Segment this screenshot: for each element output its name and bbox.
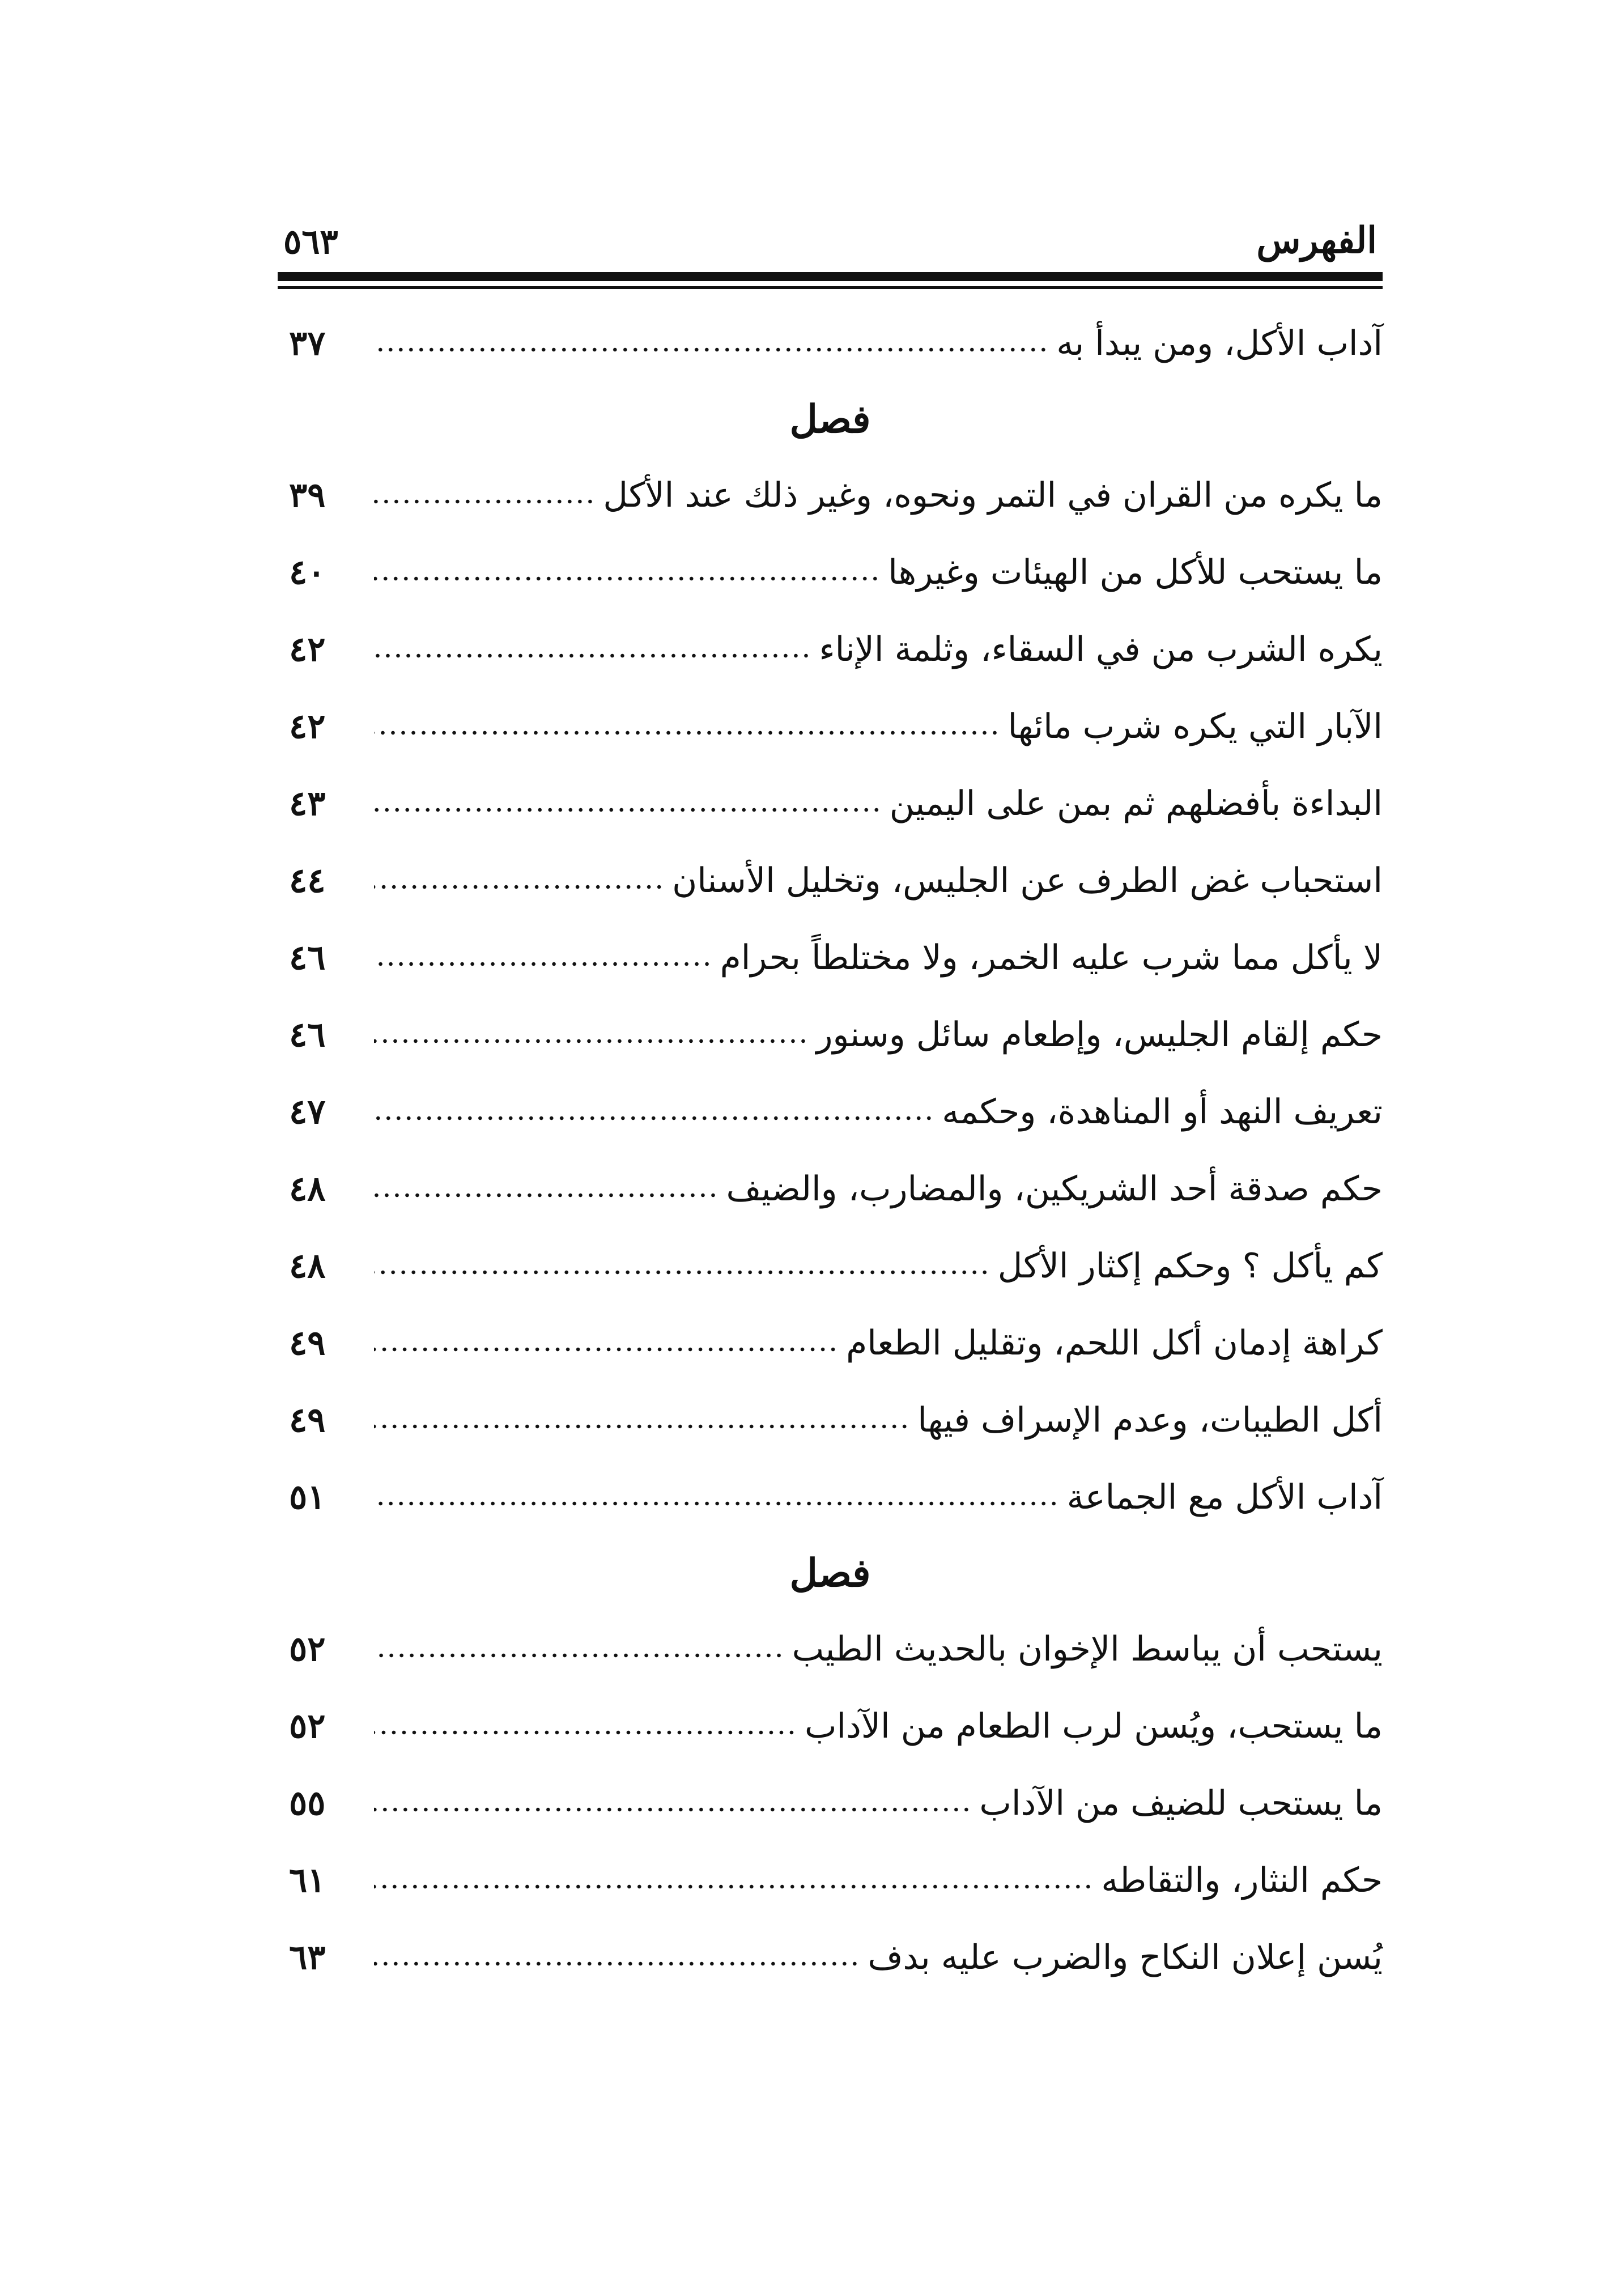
dot-leader <box>374 884 664 890</box>
toc-entry-label: آداب الأكل، ومن يبدأ به <box>1056 324 1383 363</box>
dot-leader <box>374 961 712 967</box>
toc-entry-page: ٣٧ <box>289 324 326 363</box>
toc-entry <box>278 1765 1383 1842</box>
dot-leader <box>374 1038 808 1044</box>
dot-leader <box>374 1884 1093 1889</box>
header-rule-thin <box>278 286 1383 289</box>
toc-entry <box>278 1073 1383 1150</box>
toc-entry <box>278 457 1383 534</box>
dot-leader <box>374 1653 784 1658</box>
toc-entry-page: ٦٣ <box>289 1938 326 1977</box>
dot-leader <box>374 1961 860 1967</box>
toc-entry-label: يستحب أن يباسط الإخوان بالحديث الطيب <box>792 1629 1383 1669</box>
toc-entry <box>278 765 1383 842</box>
header-title: الفهرس <box>1256 219 1377 262</box>
toc-entry-label: ما يستحب للضيف من الآداب <box>979 1784 1383 1823</box>
toc-entry-label: حكم النثار، والتقاطه <box>1101 1861 1383 1900</box>
toc-entry-page: ٤٢ <box>289 630 326 669</box>
dot-leader <box>374 499 595 504</box>
toc-entry-label: حكم إلقام الجليس، وإطعام سائل وسنور <box>816 1015 1383 1055</box>
toc-entry-page: ٥٢ <box>289 1706 326 1746</box>
dot-leader <box>374 1730 797 1735</box>
dot-leader <box>374 730 1000 736</box>
document-page <box>278 204 1383 1996</box>
toc-entry-page: ٤٧ <box>289 1092 326 1132</box>
toc-entry-label: ما يستحب، ويُسن لرب الطعام من الآداب <box>804 1706 1383 1746</box>
toc-entry-page: ٦١ <box>289 1861 326 1900</box>
dot-leader <box>374 347 1048 353</box>
toc-entry <box>278 1842 1383 1919</box>
toc-entry <box>278 1919 1383 1996</box>
toc-entry <box>278 1459 1383 1536</box>
dot-leader <box>374 1424 909 1429</box>
toc-entry <box>278 996 1383 1073</box>
toc-entry-page: ٥٥ <box>289 1784 326 1823</box>
toc-entry <box>278 305 1383 382</box>
toc-entry-label: حكم صدقة أحد الشريكين، والمضارب، والضيف <box>726 1169 1383 1209</box>
toc-entry-page: ٤٠ <box>289 553 326 592</box>
toc-entry-page: ٤٤ <box>289 861 326 901</box>
header-page-number: ٥٦٣ <box>283 222 338 262</box>
toc-entry <box>278 534 1383 611</box>
toc-entry <box>278 1228 1383 1305</box>
toc-entry <box>278 688 1383 765</box>
toc-entry-label: البداءة بأفضلهم ثم بمن على اليمين <box>889 784 1383 823</box>
toc-entry-label: يُسن إعلان النكاح والضرب عليه بدف <box>868 1938 1383 1977</box>
dot-leader <box>374 653 811 659</box>
toc-entry-page: ٤٦ <box>289 938 326 978</box>
toc-entry-page: ٥١ <box>289 1477 326 1517</box>
dot-leader <box>374 1807 971 1812</box>
toc-entry-page: ٤٩ <box>289 1400 326 1440</box>
toc-entry <box>278 1382 1383 1459</box>
toc-entry-label: كراهة إدمان أكل اللحم، وتقليل الطعام <box>846 1323 1383 1363</box>
toc-entry-label: كم يأكل ؟ وحكم إكثار الأكل <box>997 1246 1383 1286</box>
toc-entry-label: ما يستحب للأكل من الهيئات وغيرها <box>888 553 1383 592</box>
dot-leader <box>374 1501 1059 1506</box>
toc-entry-page: ٤٣ <box>289 784 326 823</box>
toc-entry <box>278 842 1383 919</box>
toc-entry-page: ٤٦ <box>289 1015 326 1055</box>
toc-entry-page: ٣٩ <box>289 475 326 515</box>
dot-leader <box>374 1192 718 1198</box>
dot-leader <box>374 1347 838 1352</box>
toc-entry-label: تعريف النهد أو المناهدة، وحكمه <box>942 1092 1383 1132</box>
dot-leader <box>374 807 882 813</box>
toc-entry-label: لا يأكل مما شرب عليه الخمر، ولا مختلطاً بحرام <box>720 938 1383 978</box>
toc-entry-label: أكل الطيبات، وعدم الإسراف فيها <box>917 1400 1383 1440</box>
dot-leader <box>374 1115 934 1121</box>
dot-leader <box>374 576 880 581</box>
toc-entry <box>278 1688 1383 1765</box>
toc-entry-page: ٤٨ <box>289 1246 326 1286</box>
running-header <box>278 204 1383 272</box>
toc-entry <box>278 919 1383 996</box>
toc-entry-page: ٥٢ <box>289 1629 326 1669</box>
toc-entry-label: استحباب غض الطرف عن الجليس، وتخليل الأسنان <box>672 861 1383 901</box>
toc-entry-label: ما يكره من القران في التمر ونحوه، وغير ذلك عند الأكل <box>603 475 1383 515</box>
toc-entry <box>278 611 1383 688</box>
section-heading: فصل <box>789 397 871 442</box>
toc-entry-page: ٤٩ <box>289 1323 326 1363</box>
toc-entry-label: آداب الأكل مع الجماعة <box>1066 1477 1383 1517</box>
toc-entry <box>278 1305 1383 1382</box>
table-of-contents <box>278 305 1383 1996</box>
toc-entry <box>278 1150 1383 1228</box>
toc-entry <box>278 1611 1383 1688</box>
toc-entry-label: يكره الشرب من في السقاء، وثلمة الإناء <box>819 630 1383 669</box>
section-heading: فصل <box>789 1551 871 1596</box>
toc-entry-page: ٤٨ <box>289 1169 326 1209</box>
dot-leader <box>374 1269 990 1275</box>
toc-entry-page: ٤٢ <box>289 707 326 746</box>
header-rule-thick <box>278 272 1383 281</box>
toc-entry-label: الآبار التي يكره شرب مائها <box>1007 707 1383 746</box>
